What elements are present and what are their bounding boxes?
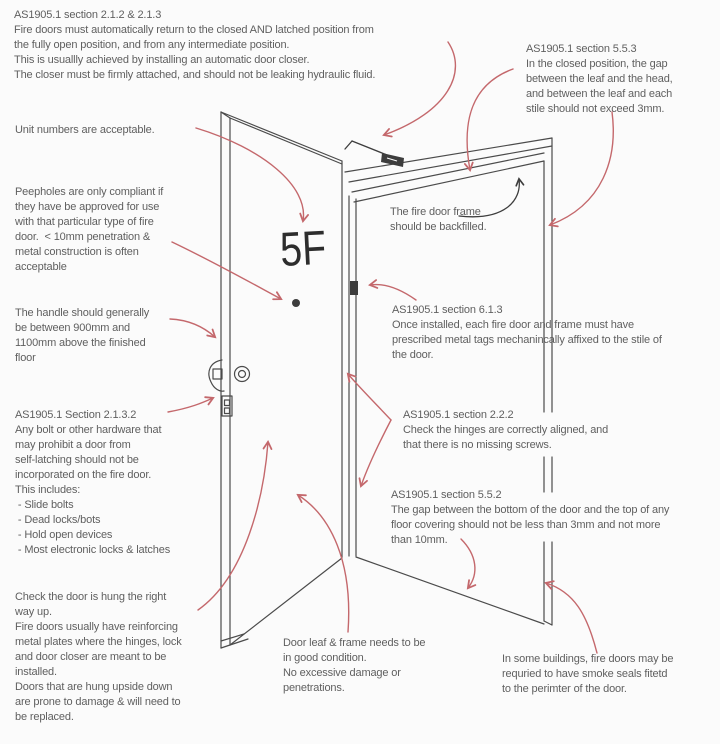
note-frame-backfilled: [390, 205, 487, 235]
arrow-to-metal-tag: [370, 285, 416, 300]
closer-arm-elbow: [345, 141, 352, 149]
note-line: door. < 10mm penetration &: [15, 231, 151, 243]
note-line: stile should not exceed 3mm.: [526, 103, 665, 115]
leaf-top-inner: [230, 118, 342, 164]
arrow-to-door-face-hung: [198, 442, 268, 610]
note-line: Unit numbers are acceptable.: [15, 124, 155, 136]
note-line: Check the door is hung the right: [15, 591, 167, 603]
note-line: they have be approved for use: [15, 201, 160, 213]
note-line: with that particular type of fire: [15, 216, 154, 228]
note-unit-numbers: [15, 123, 155, 138]
note-metal-tags: [392, 303, 662, 363]
note-peepholes: [15, 185, 163, 275]
note-line: Door leaf & frame needs to be: [283, 637, 426, 649]
unit-number-marking: [279, 221, 328, 277]
note-line: that there is no missing screws.: [403, 439, 552, 451]
note-line: No excessive damage or: [283, 667, 401, 679]
note-line: floor covering should not be less than 3mm and not more: [391, 519, 661, 531]
note-line: AS1905.1 section 2.1.2 & 2.1.3: [14, 9, 162, 21]
note-line: than 10mm.: [391, 534, 448, 546]
frame-head-line-4: [354, 161, 544, 202]
note-line: AS1905.1 section 2.2.2: [403, 409, 514, 421]
note-line: in good condition.: [283, 652, 367, 664]
arrow-to-door-face-condition: [298, 495, 349, 632]
latch-bolt-lower: [225, 408, 230, 414]
note-line: are prone to damage & will need to: [15, 696, 181, 708]
peephole: [292, 299, 300, 307]
note-line: AS1905.1 Section 2.1.3.2: [15, 409, 137, 421]
note-line: - Slide bolts: [15, 499, 74, 511]
leaf-bottom-rail: [230, 558, 342, 645]
note-line: AS1905.1 section 5.5.2: [391, 489, 502, 501]
note-handle-height: [15, 306, 149, 366]
note-hung-right-way: [15, 590, 182, 725]
note-line: The gap between the bottom of the door and the top of any: [391, 504, 670, 516]
arrow-to-upper-hinge: [348, 374, 391, 420]
note-line: In some buildings, fire doors may be: [502, 653, 674, 665]
note-line: - Most electronic locks & latches: [15, 544, 171, 556]
note-line: metal plates where the hinges, lock: [15, 636, 182, 648]
note-line: The fire door frame: [390, 206, 481, 218]
note-line: be between 900mm and: [15, 322, 131, 334]
note-hinges: [403, 408, 608, 453]
note-line: This is usuallly achieved by installing an automatic door closer.: [14, 54, 310, 66]
note-line: and door closer are meant to be: [15, 651, 167, 663]
arrow-to-smoke-seal-jamb: [546, 583, 597, 653]
right-jamb-foot: [544, 621, 552, 625]
note-line: This includes:: [15, 484, 81, 496]
note-line: floor: [15, 352, 36, 364]
note-line: AS1905.1 section 6.1.3: [392, 304, 503, 316]
cylinder-knob-outer: [235, 367, 250, 382]
arrow-to-lock-hardware: [168, 398, 213, 412]
door-leaf: [221, 112, 342, 648]
note-line: Once installed, each fire door and frame must have: [392, 319, 634, 331]
arrow-to-lower-hinge: [361, 420, 391, 486]
note-line: Fire doors must automatically return to the closed AND latched position from: [14, 24, 374, 36]
note-bottom-gap: [391, 488, 669, 548]
note-leaf-condition: [283, 636, 425, 696]
note-head-stile-gap: [526, 42, 673, 117]
note-line: - Hold open devices: [15, 529, 113, 541]
note-door-closer: [14, 8, 375, 83]
note-line: Fire doors usually have reinforcing: [15, 621, 178, 633]
note-smoke-seals: [502, 652, 673, 697]
arrow-to-door-closer: [384, 42, 455, 135]
door-closer: [345, 141, 404, 167]
note-line: incorporated on the fire door.: [15, 469, 152, 481]
note-line: The closer must be firmly attached, and should not be leaking hydraulic fluid.: [14, 69, 376, 81]
arrow-to-peephole: [172, 242, 281, 299]
leaf-top-outer: [221, 112, 342, 161]
note-line: way up.: [15, 606, 52, 618]
note-line: installed.: [15, 666, 57, 678]
metal-tag: [350, 281, 358, 295]
arrow-to-stile-gap: [550, 112, 613, 225]
note-line: acceptable: [15, 261, 67, 273]
note-line: Peepholes are only compliant if: [15, 186, 164, 198]
note-line: the door.: [392, 349, 434, 361]
note-line: AS1905.1 section 5.5.3: [526, 43, 637, 55]
note-line: - Dead locks/bots: [15, 514, 101, 526]
frame-head-line-1: [345, 138, 552, 172]
note-line: and between the leaf and each: [526, 88, 673, 100]
note-line: metal construction is often: [15, 246, 139, 258]
note-line: In the closed position, the gap: [526, 58, 668, 70]
note-line: penetrations.: [283, 682, 345, 694]
note-line: between the leaf and the head,: [526, 73, 673, 85]
note-line: be replaced.: [15, 711, 74, 723]
note-line: requried to have smoke seals fitetd: [502, 668, 668, 680]
note-line: The handle should generally: [15, 307, 150, 319]
note-line: prescribed metal tags mechanincally affixed to the stile of: [392, 334, 662, 346]
note-line: Check the hinges are correctly aligned, and: [403, 424, 609, 436]
floor-threshold-line: [356, 557, 544, 624]
note-line: Doors that are hung upside down: [15, 681, 173, 693]
note-line: 1100mm above the finished: [15, 337, 146, 349]
note-bolts-hardware: [15, 408, 170, 558]
note-line: may prohibit a door from: [15, 439, 131, 451]
unit-number-text: 5F: [278, 221, 328, 277]
note-line: the fully open position, and from any intermediate position.: [14, 39, 290, 51]
frame-head-line-3: [352, 153, 544, 192]
note-line: to the perimter of the door.: [502, 683, 627, 695]
arrow-to-head-gap: [467, 69, 513, 170]
cylinder-knob-inner: [239, 371, 246, 378]
note-line: Any bolt or other hardware that: [15, 424, 162, 436]
arrow-to-handle: [170, 319, 215, 337]
note-line: should be backfilled.: [390, 221, 487, 233]
note-line: self-latching should not be: [15, 454, 139, 466]
latch-bolt-upper: [225, 400, 230, 406]
